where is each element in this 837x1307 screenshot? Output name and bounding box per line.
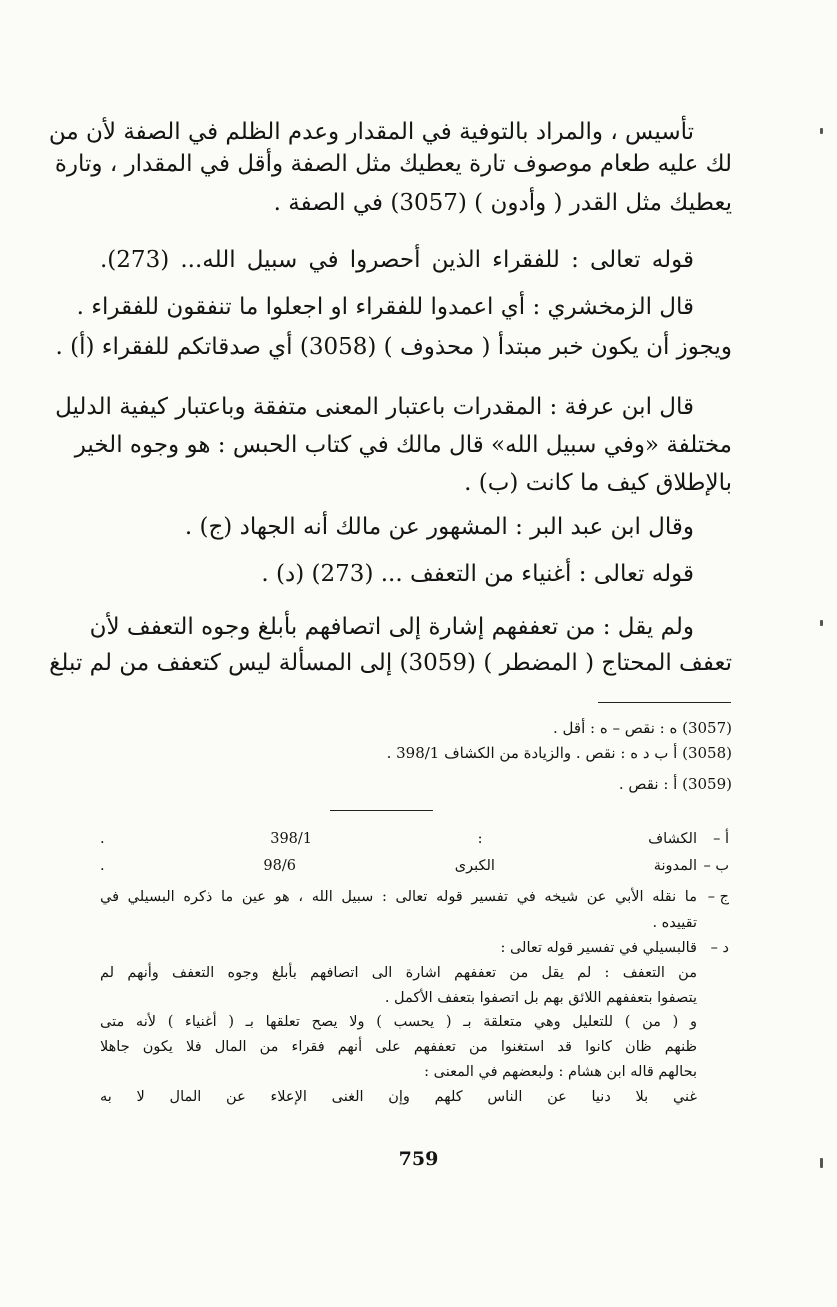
variant-footnote: (3057) ه : نقص – ه : أقل .	[553, 719, 732, 737]
text-line: مختلفة «وفي سبيل الله» قال مالك في كتاب الحبس : هو وجوه الخير	[74, 432, 732, 458]
variants-divider	[598, 702, 731, 703]
variant-footnote: (3059) أ : نقص .	[618, 775, 732, 793]
footnote-label: أ –	[713, 831, 729, 847]
text-line: قوله تعالى : للفقراء الذين أحصروا في سبيل الله... (273).	[100, 247, 694, 273]
text-line: تعفف المحتاج ( المضطر ) (3059) إلى المسألة ليس كتعفف من لم تبلغ	[49, 650, 732, 676]
margin-mark	[820, 620, 823, 626]
margin-mark	[820, 1158, 823, 1168]
text-line: ويجوز أن يكون خبر مبتدأ ( محذوف ) (3058) أي صدقاتكم للفقراء (أ) .	[55, 334, 732, 360]
page-number: 759	[398, 1148, 439, 1170]
text-line: يعطيك مثل القدر ( وأدون ) (3057) في الصفة .	[273, 190, 732, 216]
source-footnote-line: غني بلا دنيا عن الناس كلهم وإن الغنى الإعلاء عن المال لا به	[100, 1089, 697, 1105]
source-footnote-line: ظنهم ظان كانوا قد استغنوا من تعففهم على أنهم فقراء من المال فلا يكون جاهلا	[100, 1039, 697, 1055]
source-footnote-line: من التعفف : لم يقل من تعففهم اشارة الى اتصافهم بأبلغ وجوه التعفف وأنهم لم	[100, 965, 697, 981]
text-line: بالإطلاق كيف ما كانت (ب) .	[464, 470, 732, 496]
source-footnote-line: الكشاف : 398/1 .	[100, 831, 697, 847]
text-line: لك عليه طعام موصوف تارة يعطيك مثل الصفة وأقل في المقدار ، وتارة	[54, 151, 732, 177]
text-line: وقال ابن عبد البر : المشهور عن مالك أنه الجهاد (ج) .	[184, 514, 694, 540]
footnote-label: د –	[710, 940, 729, 956]
source-footnote-line: قالبسيلي في تفسير قوله تعالى :	[500, 940, 697, 956]
variant-footnote: (3058) أ ب د ه : نقص . والزيادة من الكشاف 398/1 .	[386, 744, 732, 762]
source-footnote-line: و ( من ) للتعليل وهي متعلقة بـ ( يحسب ) ولا يصح تعلقها بـ ( أغنياء ) لأنه متى	[100, 1014, 697, 1030]
source-footnote-line: تقييده .	[652, 915, 697, 931]
margin-mark	[820, 128, 823, 134]
footnote-label: ب –	[703, 858, 729, 874]
source-footnote-line: ما نقله الأبي عن شيخه في تفسير قوله تعالى : سبيل الله ، هو عين ما ذكره البسيلي في	[100, 889, 697, 905]
text-line: قال ابن عرفة : المقدرات باعتبار المعنى متفقة وباعتبار كيفية الدليل	[55, 394, 694, 420]
source-footnote-line: المدونة الكبرى 98/6 .	[100, 858, 697, 874]
sources-divider	[330, 810, 433, 811]
text-line: ولم يقل : من تعففهم إشارة إلى اتصافهم بأبلغ وجوه التعفف لأن	[89, 614, 694, 640]
text-line: قوله تعالى : أغنياء من التعفف ... (273) (د) .	[261, 561, 694, 587]
text-line: قال الزمخشري : أي اعمدوا للفقراء او اجعلوا ما تنفقون للفقراء .	[76, 294, 694, 320]
source-footnote-line: يتصفوا بتعففهم اللائق بهم بل اتصفوا بتعفف الأكمل .	[384, 990, 697, 1006]
text-line: تأسيس ، والمراد بالتوفية في المقدار وعدم الظلم في الصفة لأن من	[48, 119, 694, 145]
footnote-label: ج –	[707, 889, 729, 905]
source-footnote-line: بحالهم قاله ابن هشام : ولبعضهم في المعنى :	[424, 1064, 697, 1080]
